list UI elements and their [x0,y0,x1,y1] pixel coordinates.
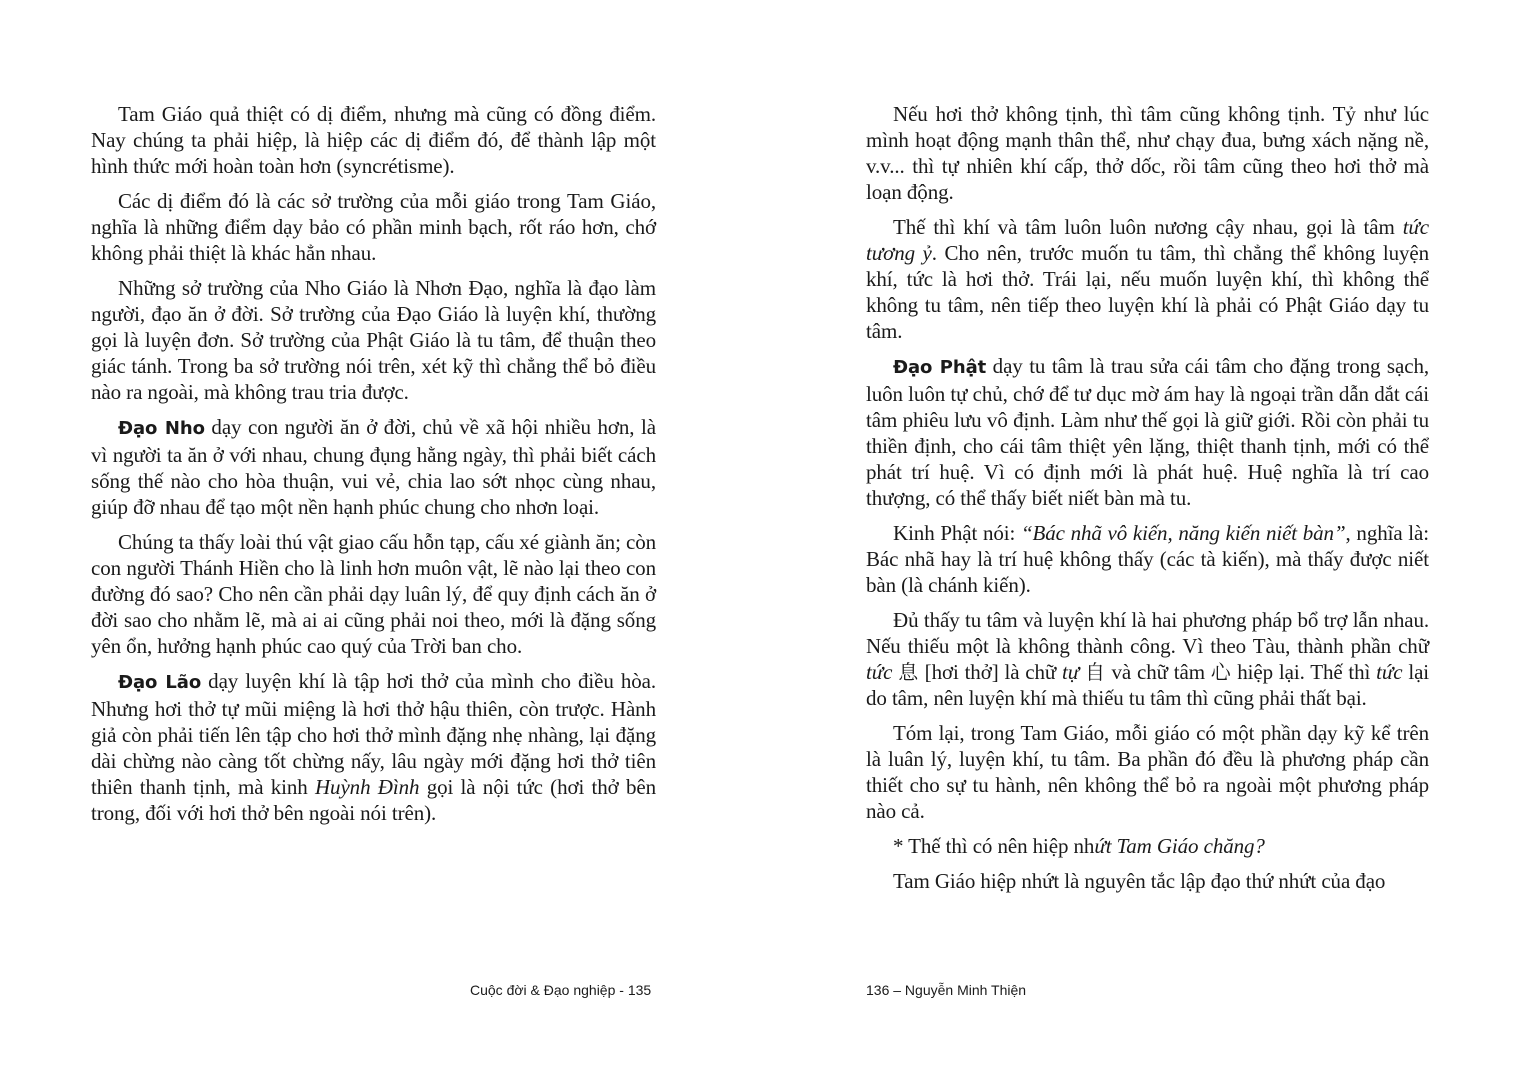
cjk-tam-glyph: 心 [1210,660,1232,684]
tuc-italic-2: tức [1376,660,1403,684]
left-paragraph-1: Tam Giáo quả thiệt có dị điểm, nhưng mà cũng có đồng điểm. Nay chúng ta phải hiệp, là hiệp các dị điểm đó, để thành lập một hình thức mới hoàn toàn hơn (syncrétisme). [91,102,656,178]
dao-lao-text-b: gọi là nội tức (hơi thở bên trong, đối với hơi thở bên ngoài nói trên). [91,775,656,825]
right-paragraph-dao-phat [866,353,1429,511]
right-p2-text-b: . Cho nên, trước muốn tu tâm, thì chẳng thể không luyện khí, tức là hơi thở. Trái lại, nếu muốn luyện khí, thì không thể không tu tâm, nên tiếp theo luyện khí là phải có Phật Giáo dạy tu tâm. [866,241,1429,343]
left-paragraph-dao-lao [91,668,656,826]
right-p5-text-b: [hơi thở] là chữ [918,660,1063,684]
right-paragraph-question [866,833,1429,859]
huynh-dinh-italic: Huỳnh Đình [314,775,420,799]
left-paragraph-dao-nho [91,414,656,520]
right-p5-text-d: hiệp lại. Thế thì [1231,660,1377,684]
dao-nho-text: dạy con người ăn ở đời, chủ về xã hội nhiều hơn, là vì người ta ăn ở với nhau, chung đụng hằng ngày, thì phải biết cách sống thế nào cho hòa thuận, vui vẻ, chia lao sớt nhọc cùng nhau, giúp đỡ nhau để tạo một nền hạnh phúc chung cho nhơn loại. [91,415,656,519]
dao-phat-text: dạy tu tâm là trau sửa cái tâm cho đặng trong sạch, luôn luôn tự chủ, chớ để tư dục mờ ám hay là ngoại trần dẫn dắt cái tâm phiêu lưu vô định. Làm như thế gọi là giữ giới. Rồi còn phải tu thiền định, cho cái tâm thiệt yên lặng, thiệt thanh tịnh, mới có thể phát trí huệ. Vì có định mới là phát huệ. Huệ nghĩa là trí cao thượng, có thể thấy biết niết bàn mà tu. [866,354,1429,510]
right-page-footer: 136 – Nguyễn Minh Thiện [866,982,1027,998]
dao-nho-heading: Đạo Nho [118,418,205,439]
right-paragraph-6: Tóm lại, trong Tam Giáo, mỗi giáo có một phần dạy kỹ kể trên là luân lý, luyện khí, tu tâm. Ba phần đó đều là phương pháp cần thiết cho sự tu hành, nên không thể bỏ ra ngoài một phương pháp nào cả. [866,721,1429,823]
tuc-tuong-y-italic: tức tương ỷ [866,215,1429,265]
question-text-a: * Thế thì có nên hiệp nh [893,834,1095,858]
right-p5-text-e: lại do tâm, nên luyện khí mà thiếu tu tâm thì cũng phải thất bại. [866,660,1430,710]
right-p2-text-a: Thế thì khí và tâm luôn luôn nương cậy nhau, gọi là tâm [893,215,1403,239]
kinh-phat-quote: “Bác nhã vô kiến, năng kiến niết bàn” [1020,521,1346,545]
right-paragraph-kinh-phat [866,520,1429,598]
question-italic: ứt Tam Giáo chăng? [1094,834,1265,858]
left-paragraph-3: Những sở trường của Nho Giáo là Nhơn Đạo, nghĩa là đạo làm người, đạo ăn ở đời. Sở trường của Đạo Giáo là luyện khí, thường gọi là luyện đơn. Sở trường của Phật Giáo là tu tâm, để thuận theo giác tánh. Trong ba sở trường nói trên, xét kỹ thì chẳng thể bỏ điều nào ra ngoài, mà không trau tria được. [91,276,656,404]
dao-lao-text-a: dạy luyện khí là tập hơi thở của mình cho điều hòa. Nhưng hơi thở tự mũi miệng là hơi thở hậu thiên, còn trược. Hành giả còn phải tiến lên tập cho hơi thở mình đặng nhẹ nhàng, lại đặng dài chừng nào càng tốt chừng nấy, lâu ngày mới đặng hơi thở tiên thiên thanh tịnh, mà kinh [91,669,656,799]
left-paragraph-2: Các dị điểm đó là các sở trường của mỗi giáo trong Tam Giáo, nghĩa là những điểm dạy bảo có phần minh bạch, rốt ráo hơn, chớ không phải thiệt là khác hẳn nhau. [91,189,656,265]
right-paragraph-1: Nếu hơi thở không tịnh, thì tâm cũng không tịnh. Tỷ như lúc mình hoạt động mạnh thân thể, như chạy đua, bưng xách nặng nề, v.v... thì tự nhiên khí cấp, thở dốc, rồi tâm cũng theo hơi thở mà loạn động. [866,102,1429,204]
left-page-footer: Cuộc đời & Đạo nghiệp - 135 [470,982,652,998]
dao-lao-heading: Đạo Lão [118,672,202,693]
left-paragraph-5: Chúng ta thấy loài thú vật giao cấu hỗn tạp, cấu xé giành ăn; còn con người Thánh Hiền cho là linh hơn muôn vật, lẽ nào lại theo con đường đó sao? Cho nên cần phải dạy luân lý, để quy định cách ăn ở đời sao cho nhằm lẽ, mà ai ai cũng phải noi theo, mới là đặng sống yên ổn, hưởng hạnh phúc cao quý của Trời ban cho. [91,530,656,658]
kinh-phat-text-a: Kinh Phật nói: [893,521,1021,545]
right-paragraph-2 [866,214,1429,344]
tuc-italic: tức [866,660,893,684]
cjk-tu-glyph: 自 [1085,660,1106,684]
cjk-tuc-glyph: 息 [898,660,919,684]
right-paragraph-8: Tam Giáo hiệp nhứt là nguyên tắc lập đạo thứ nhứt của đạo [893,869,1386,893]
right-page [866,101,1429,903]
right-p5-text-a: Đủ thấy tu tâm và luyện khí là hai phương pháp bổ trợ lẫn nhau. Nếu thiếu một là không thành công. Vì theo Tàu, thành phần chữ [866,608,1429,658]
right-paragraph-5 [866,607,1429,711]
left-page [91,101,656,835]
tu-italic: tự [1062,660,1080,684]
kinh-phat-text-b: , nghĩa là: Bác nhã hay là trí huệ không thấy (các tà kiến), mà thấy được niết bàn (là chánh kiến). [866,521,1429,597]
dao-phat-heading: Đạo Phật [893,357,987,378]
right-p5-text-c: và chữ tâm [1105,660,1211,684]
